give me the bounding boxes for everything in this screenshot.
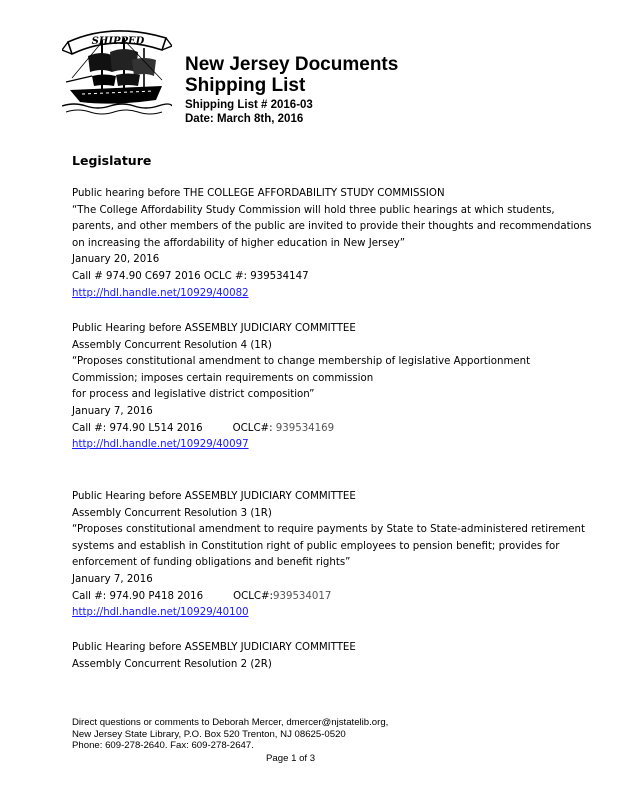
title-line-1: New Jersey Documents [185,54,399,75]
entry-description: “Proposes constitutional amendment to change membership of legislative Apportionment [72,356,531,368]
entry-link[interactable]: http://hdl.handle.net/10929/40082 [72,287,249,299]
shipping-list-number: Shipping List # 2016-03 [185,99,313,111]
entry-call-number: Call # 974.90 C697 2016 OCLC #: 939534147 [72,270,309,282]
entry-description: for process and legislative district composition” [72,389,315,401]
entry-heading: Public Hearing before ASSEMBLY JUDICIARY COMMITTEE [72,642,356,653]
footer-contact [72,717,388,752]
footer-line: New Jersey State Library, P.O. Box 520 Trenton, NJ 08625-0520 [72,728,346,740]
title-line-2: Shipping List [185,75,306,96]
entry-date: January 7, 2016 [72,573,153,585]
call-number: Call #: 974.90 P418 2016 [72,590,204,602]
entry-description: systems and establish in Constitution right of public employees to pension benefit; provides for [72,540,560,552]
oclc-label: OCLC#: [233,590,273,602]
entry-description: on increasing the affordability of higher education in New Jersey” [72,237,406,249]
entry-link[interactable]: http://hdl.handle.net/10929/40097 [72,439,249,451]
oclc-number: 939534017 [273,590,332,602]
entry-call-number [72,589,592,606]
entry-date: January 7, 2016 [72,405,153,417]
footer-line: Phone: 609-278-2640. Fax: 609-278-2647. [72,740,254,752]
list-item [72,640,592,673]
page-number: Page 1 of 3 [266,753,316,764]
entry-description: “The College Affordability Study Commission will hold three public hearings at which students, [72,204,555,216]
entry-heading: Public Hearing before ASSEMBLY JUDICIARY COMMITTEE [72,323,356,334]
entry-resolution: Assembly Concurrent Resolution 4 (1R) [72,339,272,351]
entry-description: Commission; imposes certain requirements on commission [72,372,374,384]
logo-text: SHIPPED [91,36,145,47]
shipped-ship-logo [62,20,172,115]
oclc-label: OCLC#: [232,422,273,434]
entry-resolution: Assembly Concurrent Resolution 2 (2R) [72,658,272,670]
entry-date: January 20, 2016 [72,254,160,266]
list-item [72,321,592,454]
list-item [72,489,592,622]
entry-resolution: Assembly Concurrent Resolution 3 (1R) [72,507,272,519]
footer-line: Direct questions or comments to Deborah Mercer, dmercer@njstatelib.org, [72,717,389,728]
list-item [72,186,592,302]
entry-description: “Proposes constitutional amendment to require payments by State to State-administered retirement [72,524,585,536]
entry-description: enforcement of funding obligations and benefit rights” [72,557,351,569]
call-number: Call #: 974.90 L514 2016 [72,422,203,434]
entry-heading: Public hearing before THE COLLEGE AFFORDABILITY STUDY COMMISSION [72,188,445,199]
entry-heading: Public Hearing before ASSEMBLY JUDICIARY COMMITTEE [72,491,356,502]
shipping-date: Date: March 8th, 2016 [185,112,304,125]
document-header [185,54,398,126]
entry-description: parents, and other members of the public are invited to provide their thoughts and recommendations [72,221,592,233]
entry-link[interactable]: http://hdl.handle.net/10929/40100 [72,607,249,619]
entry-call-number [72,421,592,438]
oclc-number: 939534169 [272,422,335,434]
section-title: Legislature [72,153,152,168]
